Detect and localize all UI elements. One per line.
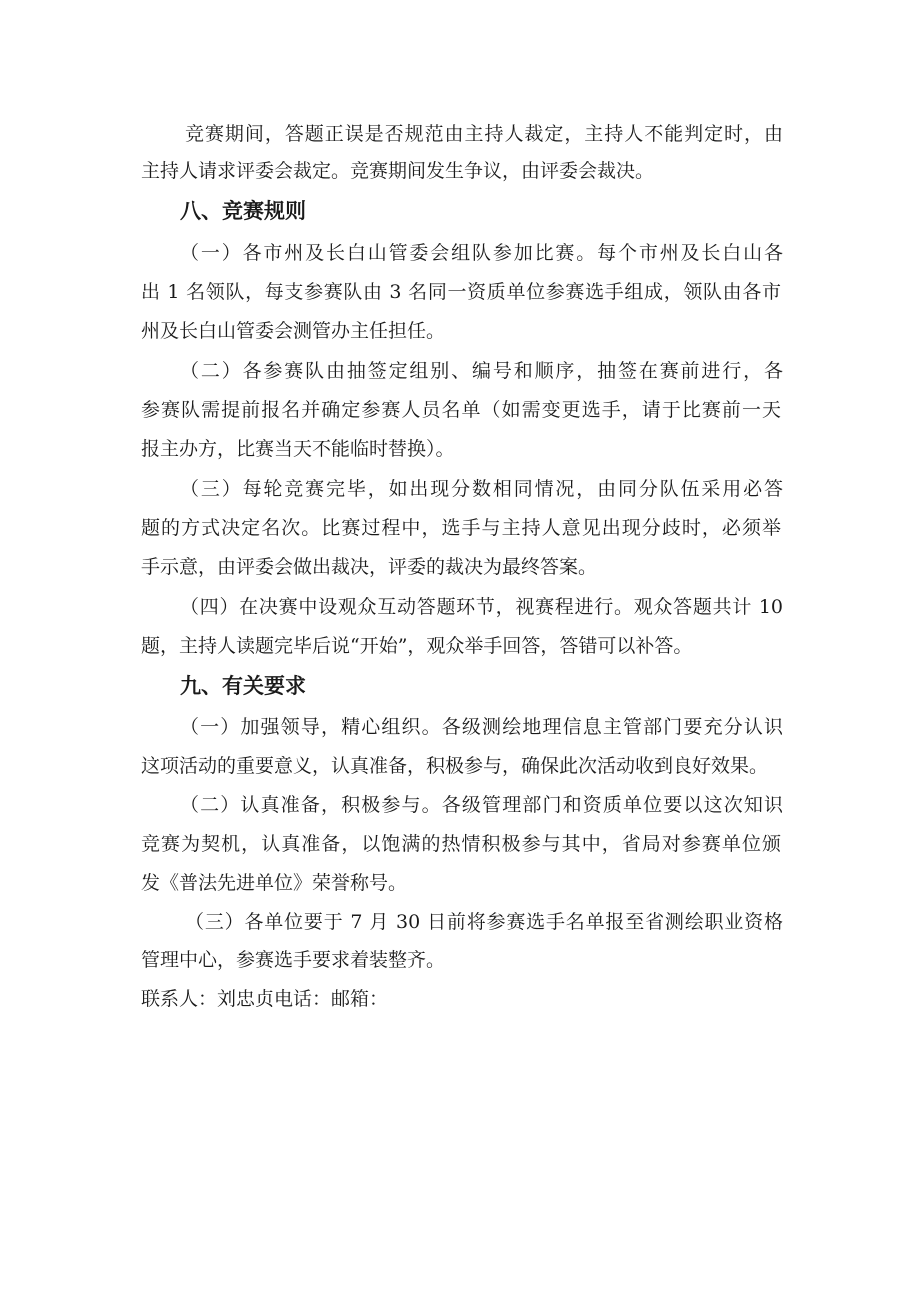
section-9-p1-line-1: （一）加强领导，精心组织。各级测绘地理信息主管部门要充分认识 bbox=[180, 716, 783, 738]
section-9-heading: 九、有关要求 bbox=[180, 674, 306, 698]
section-8-heading: 八、竞赛规则 bbox=[180, 199, 306, 223]
section-8-p4-line-1: （四）在决赛中设观众互动答题环节，视赛程进行。观众答题共计 10 bbox=[180, 596, 783, 618]
intro-line-2: 主持人请求评委会裁定。竞赛期间发生争议，由评委会裁决。 bbox=[141, 160, 655, 182]
section-9-p2-line-1: （二）认真准备，积极参与。各级管理部门和资质单位要以这次知识 bbox=[180, 794, 783, 816]
section-8-p3-line-1: （三）每轮竞赛完毕，如出现分数相同情况，由同分队伍采用必答 bbox=[180, 478, 783, 500]
section-9-p3-line-1: （三）各单位要于 7 月 30 日前将参赛选手名单报至省测绘职业资格 bbox=[185, 911, 783, 933]
section-8-p3-line-3: 手示意，由评委会做出裁决，评委的裁决为最终答案。 bbox=[141, 556, 598, 578]
section-9-p3-line-2: 管理中心，参赛选手要求着装整齐。 bbox=[141, 949, 446, 971]
section-8-p2-line-2: 参赛队需提前报名并确定参赛人员名单（如需变更选手，请于比赛前一天 bbox=[141, 399, 781, 421]
contact-line: 联系人：刘忠贞电话：邮箱： bbox=[141, 988, 389, 1010]
section-9-p2-line-2: 竞赛为契机，认真准备，以饱满的热情积极参与其中，省局对参赛单位颁 bbox=[141, 833, 781, 855]
section-8-p1-line-2: 出 1 名领队，每支参赛队由 3 名同一资质单位参赛选手组成，领队由各市 bbox=[141, 281, 781, 303]
section-8-p2-line-1: （二）各参赛队由抽签定组别、编号和顺序，抽签在赛前进行，各 bbox=[180, 360, 783, 382]
section-9-p2-line-3: 发《普法先进单位》荣誉称号。 bbox=[141, 872, 408, 894]
section-8-p4-line-2: 题，主持人读题完毕后说“开始”，观众举手回答，答错可以补答。 bbox=[141, 635, 693, 657]
section-8-p3-line-2: 题的方式决定名次。比赛过程中，选手与主持人意见出现分歧时，必须举 bbox=[141, 517, 781, 539]
section-9-p1-line-2: 这项活动的重要意义，认真准备，积极参与，确保此次活动收到良好效果。 bbox=[141, 755, 769, 777]
section-8-p1-line-3: 州及长白山管委会测管办主任担任。 bbox=[141, 320, 446, 342]
intro-line-1: 竞赛期间，答题正误是否规范由主持人裁定，主持人不能判定时，由 bbox=[185, 123, 783, 145]
section-8-p1-line-1: （一）各市州及长白山管委会组队参加比赛。每个市州及长白山各 bbox=[180, 242, 783, 264]
section-8-p2-line-3: 报主办方，比赛当天不能临时替换）。 bbox=[141, 438, 455, 460]
